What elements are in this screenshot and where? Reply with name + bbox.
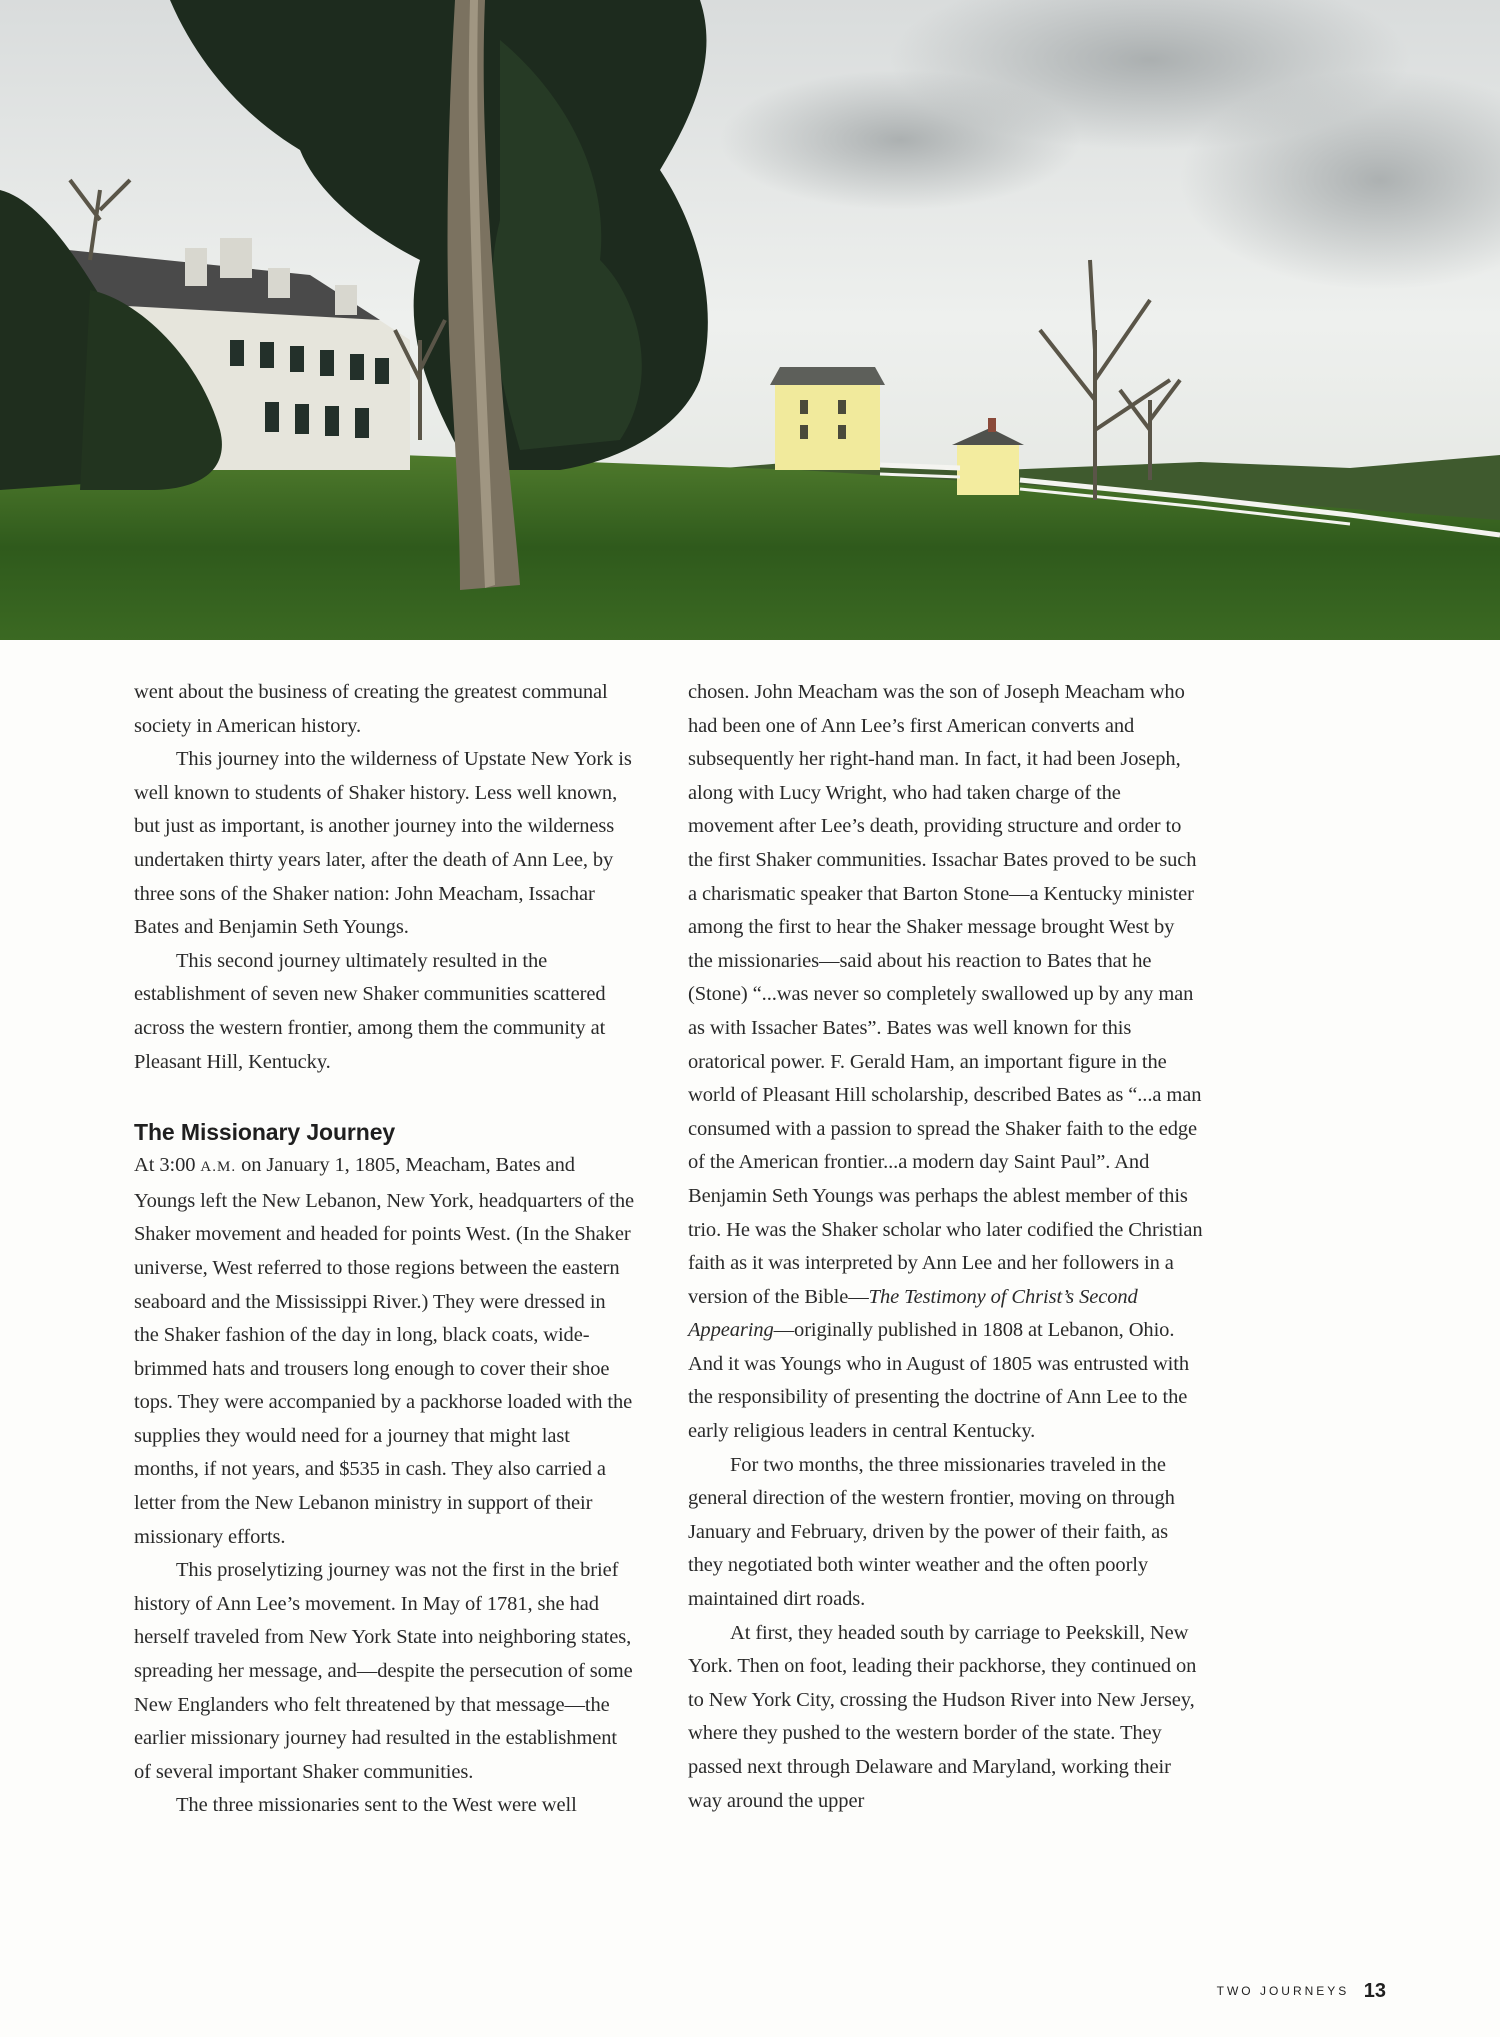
paragraph: This second journey ultimately resulted in the establishment of seven new Shaker communities scattered across the western frontier, among them the community at Pleasant Hill, Kentucky. bbox=[134, 949, 606, 1073]
paragraph: At first, they headed south by carriage to Peekskill, New York. Then on foot, leading their packhorse, they continued on to New York City, crossing the Hudson River into New Jersey, where they pushed to the western border of the state. They passed next through Delaware and Maryland, working their way around the upper bbox=[688, 1621, 1197, 1812]
paragraph: went about the business of creating the greatest communal society in American history. bbox=[134, 681, 608, 737]
landscape-photo bbox=[0, 0, 1500, 640]
text-run: on January 1, 1805, Meacham, Bates and Youngs left the New Lebanon, New York, headquarters of the Shaker movement and headed for points West. (In the Shaker universe, West referred to those regions between the eastern seaboard and the Mississippi River.) They were dressed in the Shaker fashion of the day in long, black coats, wide-brimmed hats and trousers long enough to cover their shoe tops. They were accompanied by a packhorse loaded with the supplies they would need for a journey that might last months, if not years, and $535 in cash. They also carried a letter from the New Lebanon ministry in support of their missionary efforts. bbox=[134, 1154, 634, 1548]
text-run: chosen. John Meacham was the son of Joseph Meacham who had been one of Ann Lee’s first American converts and subsequently her right-hand man. In fact, it had been Joseph, along with Lucy Wright, who had taken charge of the movement after Lee’s death, providing structure and order to the first Shaker communities. Issachar Bates proved to be such a charismatic speaker that Barton Stone—a Kentucky minister among the first to hear the Shaker message brought West by the missionaries—said about his reaction to Bates that he (Stone) “...was never so completely swallowed up by any man as with Issacher Bates”. Bates was well known for this oratorical power. F. Gerald Ham, an important figure in the world of Pleasant Hill scholarship, described Bates as “...a man consumed with a passion to spread the Shaker faith to the edge of the American frontier...a modern day Saint Paul”. And Benjamin Seth Youngs was perhaps the ablest member of this trio. He was the Shaker scholar who later codified the Christian faith as it was interpreted by Ann Lee and her followers in a version of the Bible— bbox=[688, 681, 1203, 1308]
page-number: 13 bbox=[1363, 1980, 1386, 2002]
paragraph bbox=[134, 1149, 634, 1554]
paragraph: The three missionaries sent to the West were well bbox=[176, 1794, 577, 1817]
page-footer bbox=[1217, 1980, 1386, 2003]
book-title: The Testimony of Christ’s Second Appearing bbox=[688, 1285, 1138, 1342]
paragraph: This journey into the wilderness of Upstate New York is well known to students of Shaker history. Less well known, but just as important, is another journey into the wilderness undertaken thirty years later, after the death of Ann Lee, by three sons of the Shaker nation: John Meacham, Issachar Bates and Benjamin Seth Youngs. bbox=[134, 748, 632, 939]
left-column bbox=[134, 676, 634, 1823]
section-heading: The Missionary Journey bbox=[134, 1119, 396, 1146]
running-footer-title: TWO JOURNEYS bbox=[1216, 1984, 1350, 1998]
right-column bbox=[688, 676, 1204, 1818]
paragraph: This proselytizing journey was not the first in the brief history of Ann Lee’s movement. In May of 1781, she had herself traveled from New York State into neighboring states, spreading her message, and—despite the persecution of some New Englanders who felt threatened by that message—the earlier missionary journey had resulted in the establishment of several important Shaker communities. bbox=[134, 1559, 633, 1783]
time-suffix: A.M. bbox=[200, 1159, 237, 1176]
text-run: —originally published in 1808 at Lebanon, Ohio. And it was Youngs who in August of 1805 was entrusted with the responsibility of presenting the doctrine of Ann Lee to the early religious leaders in central Kentucky. bbox=[688, 1319, 1190, 1443]
paragraph: For two months, the three missionaries traveled in the general direction of the western frontier, moving on through January and February, driven by the power of their faith, as they negotiated both winter weather and the often poorly maintained dirt roads. bbox=[688, 1453, 1175, 1611]
text-run: At 3:00 bbox=[134, 1154, 196, 1177]
paragraph bbox=[688, 676, 1204, 1449]
